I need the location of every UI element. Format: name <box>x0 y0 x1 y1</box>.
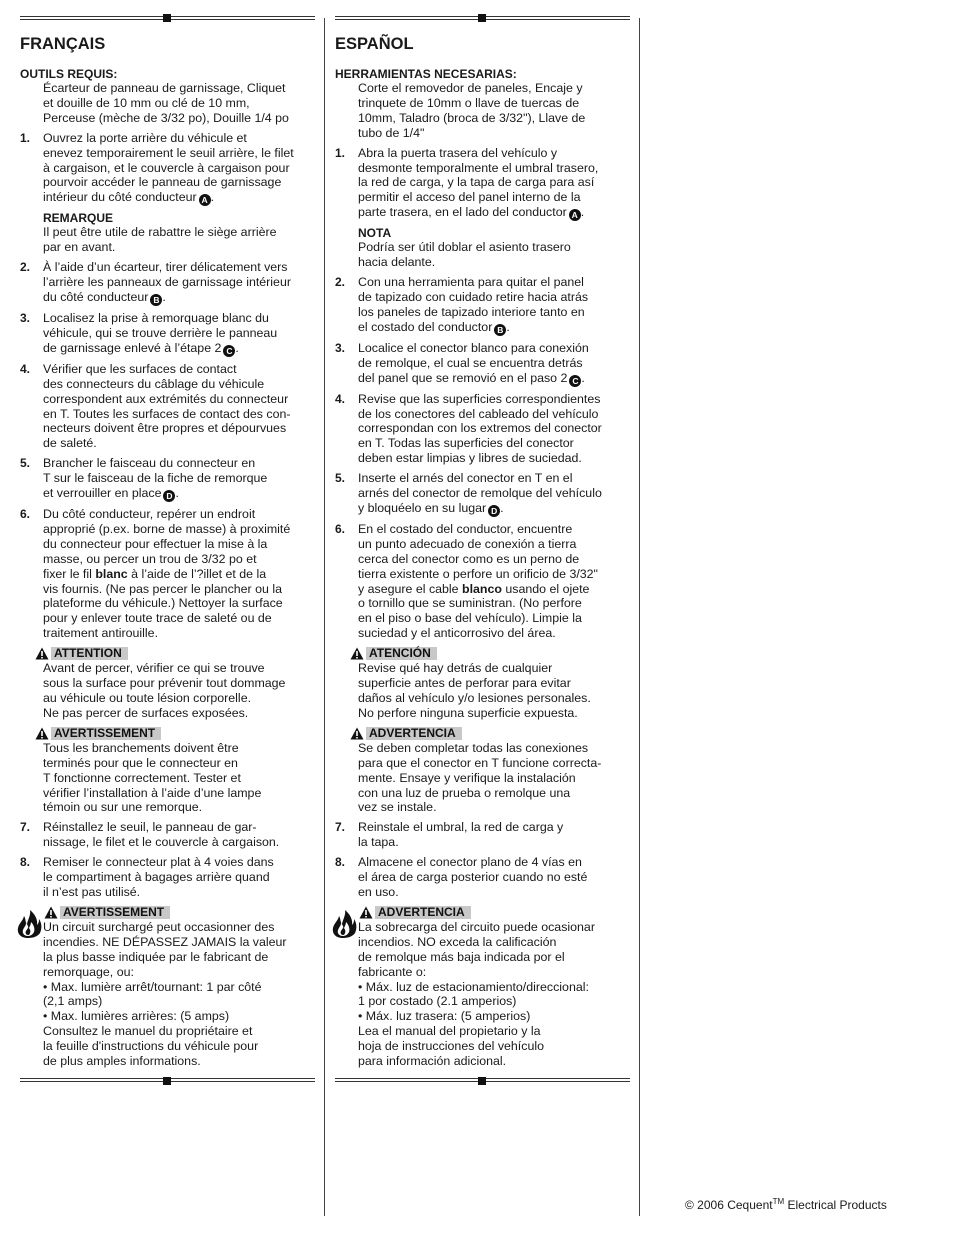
punctuation: . <box>580 205 585 220</box>
step-3 <box>20 311 315 357</box>
tools-text: Corte el removedor de paneles, Encaje y trinquete de 10mm o llave de tuercas de 10mm, Taladro (broca de 3/32"), Llave de tubo de 1/4" <box>358 81 586 140</box>
warning-triangle-icon <box>350 727 364 740</box>
fire-warning-block <box>335 905 630 1069</box>
attention-label: ATTENTION <box>51 647 128 660</box>
punctuation: . <box>175 486 179 501</box>
step-8 <box>20 855 315 900</box>
step-text: Abra la puerta trasera del vehículo y desmonte temporalmente el umbral trasero, la red de carga, y la tapa de carga para así permitir el acceso del panel interno de la parte trasera, en el lado del conductor <box>358 145 599 220</box>
step-6 <box>335 522 630 641</box>
punctuation: . <box>581 370 585 385</box>
fire-warning-block <box>20 905 315 1069</box>
circled-letter-icon: B <box>150 294 162 306</box>
step-number: 6. <box>335 521 346 536</box>
tools-label: OUTILS REQUIS: <box>20 67 118 81</box>
step-4 <box>20 362 315 451</box>
step-6 <box>20 507 315 641</box>
step-2 <box>20 260 315 306</box>
warning-text: Tous les branchements doivent être terminés pour que le connecteur en T fonctionne correctement. Tester et vérifier l’installation à l’aide d’une lampe témoin ou sur une remorque. <box>43 740 262 815</box>
step-text-part: usando el ojete o tornillo que se suministran. (No perfore en el piso o base del vehículo). Limpie la suciedad y el anticorrosivo del área. <box>358 581 590 641</box>
punctuation: . <box>506 319 510 334</box>
spanish-column <box>335 15 630 1084</box>
copyright-text-suffix: Electrical Products <box>784 1198 887 1212</box>
copyright-text: © 2006 Cequent <box>685 1198 773 1212</box>
circled-letter-icon: D <box>488 505 500 517</box>
column-divider <box>639 18 640 1216</box>
step-4 <box>335 392 630 467</box>
warning-triangle-icon <box>35 647 49 660</box>
step-5 <box>335 471 630 517</box>
circled-letter-icon: A <box>569 209 581 221</box>
step-text: Remiser le connecteur plat à 4 voies dans le compartiment à bagages arrière quand il n’est pas utilisé. <box>43 855 274 899</box>
step-text-part: Du côté conducteur, repérer un endroit approprié (p.ex. borne de masse) à proximité du connecteur pour effectuer la mise à la masse, ou percer un trou de 3/32 po et fixer le fil <box>43 507 291 581</box>
step-number: 7. <box>335 820 346 835</box>
step-number: 5. <box>335 471 346 486</box>
step-number: 7. <box>20 820 31 835</box>
step-number: 2. <box>20 260 31 275</box>
step-text: Vérifier que les surfaces de contact des connecteurs du câblage du véhicule correspondent aux extrémités du connecteur en T. Toutes les surfaces de contact des con- necteurs doivent être propres et dépourvues de saleté. <box>43 361 291 451</box>
note-text: Podría ser útil doblar el asiento trasero hacia delante. <box>358 240 571 270</box>
bottom-rule <box>20 1077 315 1084</box>
step-1 <box>20 131 315 207</box>
step-text: Localice el conector blanco para conexión de remolque, el cual se encuentra detrás del panel que se removió en el paso 2 <box>358 340 589 385</box>
step-text: Reinstale el umbral, la red de carga y la tapa. <box>358 820 564 850</box>
step-text-part: à l’aide de l’?illet et de la vis fournis. (Ne pas percer le plancher ou la plateforme du véhicule.) Nettoyer la surface pour y enlever toute trace de saleté ou de traitement antirouille. <box>43 566 283 641</box>
bold-term: blanc <box>95 566 128 581</box>
section-title: ESPAÑOL <box>335 35 414 53</box>
step-text: Almacene el conector plano de 4 vías en el área de carga posterior cuando no esté en uso. <box>358 855 588 899</box>
warning-triangle-icon <box>359 906 373 919</box>
step-number: 1. <box>20 130 31 145</box>
step-8 <box>335 855 630 900</box>
step-number: 3. <box>20 310 31 325</box>
top-rule <box>20 15 315 22</box>
fire-warning-text: La sobrecarga del circuito puede ocasionar incendios. NO exceda la calificación de remolque más baja indicada por el fabricante o: • Máx. luz de estacionamiento/direccional: 1 por costado (2.1 amperios) • Máx. luz trasera: (5 amperios) Lea el manual del propietario y la hoja de instrucciones del vehículo para información adicional. <box>358 919 595 1069</box>
circled-letter-icon: B <box>494 324 506 336</box>
step-text: Réinstallez le seuil, le panneau de gar- nissage, le filet et le couvercle à cargaison. <box>43 820 280 850</box>
attention-text: Avant de percer, vérifier ce qui se trouve sous la surface pour prévenir tout dommage au véhicule ou toute lésion corporelle. Ne pas percer de surfaces exposées. <box>43 661 286 720</box>
copyright-footer <box>685 1198 887 1213</box>
step-number: 5. <box>20 456 31 471</box>
trademark-mark: TM <box>772 1197 785 1206</box>
step-text: Con una herramienta para quitar el panel de tapizado con cuidado retire hacia atrás los paneles de tapizado interiore tanto en el costado del conductor <box>358 275 589 334</box>
circled-letter-icon: A <box>199 194 211 206</box>
step-number: 8. <box>335 855 346 870</box>
punctuation: . <box>235 340 239 355</box>
note <box>335 226 630 270</box>
step-text: À l’aide d’un écarteur, tirer délicatement vers l’arrière les panneaux de garnissage intérieur du côté conducteur <box>43 260 291 304</box>
fire-warning-text: Un circuit surchargé peut occasionner des incendies. NE DÉPASSEZ JAMAIS la valeur la plus basse indiquée par le fabricant de remorquage, ou: • Max. lumière arrêt/tournant: 1 par côté (2,1 amps) • Max. lumières arrières: (5 amps) Consultez le manuel du propriétaire et la feuille d'instructions du véhicule pour de plus amples informations. <box>43 919 287 1069</box>
tools-label: HERRAMIENTAS NECESARIAS: <box>335 67 517 81</box>
warning-triangle-icon <box>35 727 49 740</box>
circled-letter-icon: D <box>163 490 175 502</box>
note-label: REMARQUE <box>43 211 114 226</box>
note-label: NOTA <box>358 226 392 241</box>
step-2 <box>335 275 630 336</box>
step-7 <box>335 820 630 850</box>
warning-label: AVERTISSEMENT <box>60 906 170 919</box>
bold-term: blanco <box>462 581 502 596</box>
punctuation: . <box>210 190 215 205</box>
warning-triangle-icon <box>350 647 364 660</box>
section-title: FRANÇAIS <box>20 35 106 53</box>
warning-block <box>20 726 315 816</box>
step-text: Localisez la prise à remorquage blanc du véhicule, qui se trouve derrière le panneau de garnissage enlevé à l’étape 2 <box>43 310 278 355</box>
bottom-rule <box>335 1077 630 1084</box>
note <box>20 211 315 255</box>
warning-text: Se deben completar todas las conexiones para que el conector en T funcione correcta- mente. Ensaye y verifique la instalación con una luz de prueba o remolque una vez se instale. <box>358 740 602 815</box>
attention-block <box>335 646 630 721</box>
circled-letter-icon: C <box>569 375 581 387</box>
warning-block <box>335 726 630 816</box>
step-7 <box>20 820 315 850</box>
warning-label: ADVERTENCIA <box>366 727 462 740</box>
step-3 <box>335 341 630 387</box>
warning-label: ADVERTENCIA <box>375 906 471 919</box>
warning-label: AVERTISSEMENT <box>51 727 161 740</box>
step-text: Revise que las superficies correspondientes de los conectores del cableado del vehículo correspondan con los extremos del conector en T. Todas las superficies del conector deben estar limpias y libres de suciedad. <box>358 391 602 466</box>
step-number: 4. <box>20 361 31 376</box>
step-text: Inserte el arnés del conector en T en el arnés del conector de remolque del vehículo y bloquéelo en su lugar <box>358 471 602 515</box>
step-number: 6. <box>20 507 31 522</box>
step-number: 2. <box>335 275 346 290</box>
french-column <box>20 15 315 1084</box>
step-text: Brancher le faisceau du connecteur en T sur le faisceau de la fiche de remorque et verrouiller en place <box>43 456 268 501</box>
tools-text: Écarteur de panneau de garnissage, Cliquet et douille de 10 mm ou clé de 10 mm, Perceuse (mèche de 3/32 po), Douille 1/4 po <box>43 81 289 125</box>
attention-label: ATENCIÓN <box>366 647 437 660</box>
step-number: 4. <box>335 391 346 406</box>
step-text: Ouvrez la porte arrière du véhicule et enevez temporairement le seuil arrière, le filet à cargaison, et le couvercle à cargaison pour pourvoir accéder le panneau de garnissage intérieur du côté conducteur <box>43 130 294 205</box>
step-5 <box>20 456 315 502</box>
step-1 <box>335 146 630 222</box>
top-rule <box>335 15 630 22</box>
step-number: 1. <box>335 145 346 160</box>
attention-text: Revise qué hay detrás de cualquier superficie antes de perforar para evitar daños al vehículo y/o lesiones personales. No perfore ninguna superficie expuesta. <box>358 661 591 720</box>
step-text <box>43 507 290 640</box>
step-number: 3. <box>335 340 346 355</box>
circled-letter-icon: C <box>223 345 235 357</box>
attention-block <box>20 646 315 721</box>
step-text-part: En el costado del conductor, encuentre un punto adecuado de conexión a tierra cerca del conector como es un perno de tierra existente o perfore un orificio de 3/32" y asegure el cable <box>358 521 598 596</box>
warning-triangle-icon <box>44 906 58 919</box>
punctuation: . <box>500 500 504 515</box>
step-number: 8. <box>20 855 31 870</box>
note-text: Il peut être utile de rabattre le siège arrière par en avant. <box>43 225 277 255</box>
column-divider <box>324 18 325 1216</box>
punctuation: . <box>162 289 166 304</box>
step-text <box>358 522 598 640</box>
